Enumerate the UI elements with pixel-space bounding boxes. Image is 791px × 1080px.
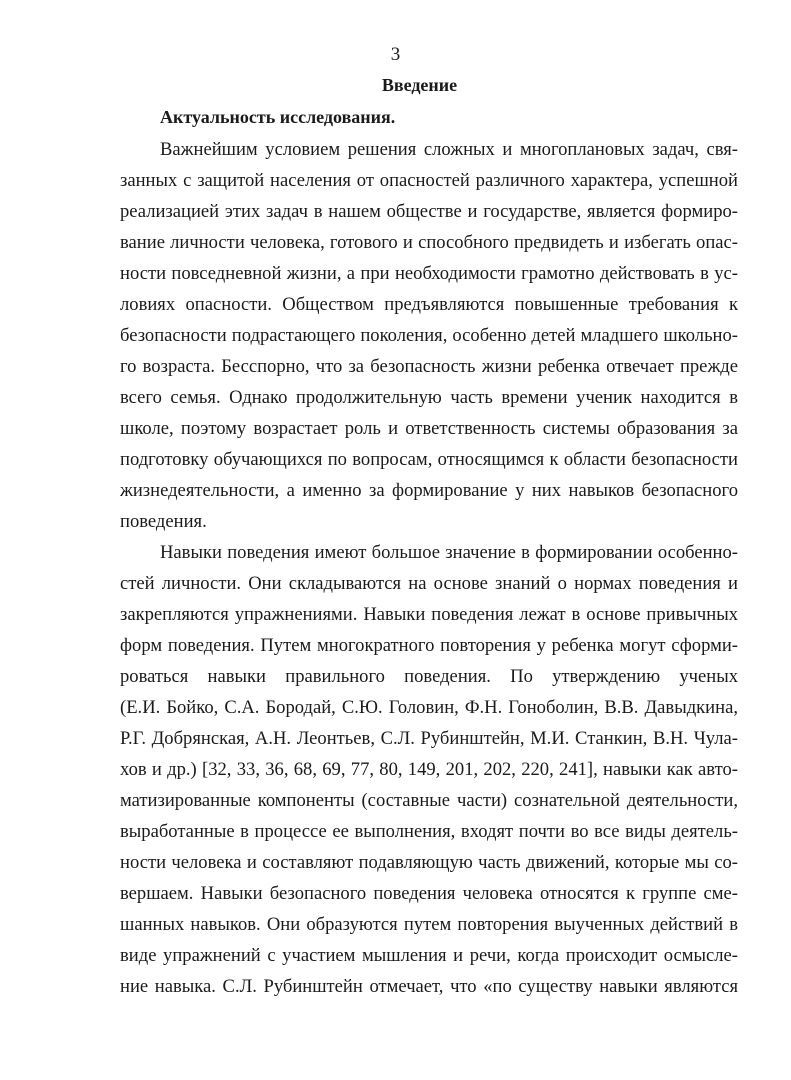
text-line: выработанные в процессе ее выполнения, входят почти во все виды деятель- — [120, 821, 738, 842]
text-line: форм поведения. Путем многократного повторения у ребенка могут сформи- — [120, 635, 738, 656]
section-heading: Введение — [381, 75, 458, 95]
page-number: 3 — [390, 44, 401, 65]
text-line: всего семья. Однако продолжительную часть времени ученик находится в — [120, 387, 738, 408]
text-line: занных с защитой населения от опасностей различного характера, успешной — [120, 170, 738, 191]
text-line: ности человека и составляют подавляющую часть движений, которые мы со- — [120, 852, 738, 873]
text-line: ние навыка. С.Л. Рубинштейн отмечает, что «по существу навыки являются — [120, 976, 738, 997]
text-line: шанных навыков. Они образуются путем повторения выученных действий в — [120, 914, 738, 935]
text-line: ловиях опасности. Обществом предъявляются повышенные требования к — [120, 294, 738, 315]
text-line: поведения. — [120, 511, 207, 532]
text-line: Важнейшим условием решения сложных и многоплановых задач, свя- — [160, 139, 738, 160]
text-line: вание личности человека, готового и способного предвидеть и избегать опас- — [120, 232, 738, 253]
text-line: вершаем. Навыки безопасного поведения человека относятся к группе сме- — [120, 883, 738, 904]
text-line: реализацией этих задач в нашем обществе и государстве, является формиро- — [120, 201, 738, 222]
text-line: (Е.И. Бойко, С.А. Бородай, С.Ю. Головин, Ф.Н. Гоноболин, В.В. Давыдкина, — [120, 697, 738, 718]
text-line: роваться навыки правильного поведения. По утверждению ученых — [120, 666, 738, 687]
text-line: го возраста. Бесспорно, что за безопасность жизни ребенка отвечает прежде — [120, 356, 738, 377]
text-line: закрепляются упражнениями. Навыки поведения лежат в основе привычных — [120, 604, 738, 625]
text-line: подготовку обучающихся по вопросам, относящимся к области безопасности — [120, 449, 738, 470]
text-line: хов и др.) [32, 33, 36, 68, 69, 77, 80, 149, 201, 202, 220, 241], навыки как авто- — [120, 759, 738, 780]
text-line: Р.Г. Добрянская, А.Н. Леонтьев, С.Л. Рубинштейн, М.И. Станкин, В.Н. Чула- — [120, 728, 738, 749]
subsection-heading: Актуальность исследования. — [160, 107, 396, 127]
text-line: стей личности. Они складываются на основе знаний о нормах поведения и — [120, 573, 738, 594]
text-line: виде упражнений с участием мышления и речи, когда происходит осмысле- — [120, 945, 738, 966]
text-line: Навыки поведения имеют большое значение в формировании особенно- — [160, 542, 738, 563]
text-line: ности повседневной жизни, а при необходимости грамотно действовать в ус- — [120, 263, 738, 284]
text-line: матизированные компоненты (составные части) сознательной деятельности, — [120, 790, 738, 811]
text-line: школе, поэтому возрастает роль и ответственность системы образования за — [120, 418, 738, 439]
text-line: жизнедеятельности, а именно за формирование у них навыков безопасного — [120, 480, 738, 501]
text-line: безопасности подрастающего поколения, особенно детей младшего школьно- — [120, 325, 738, 346]
